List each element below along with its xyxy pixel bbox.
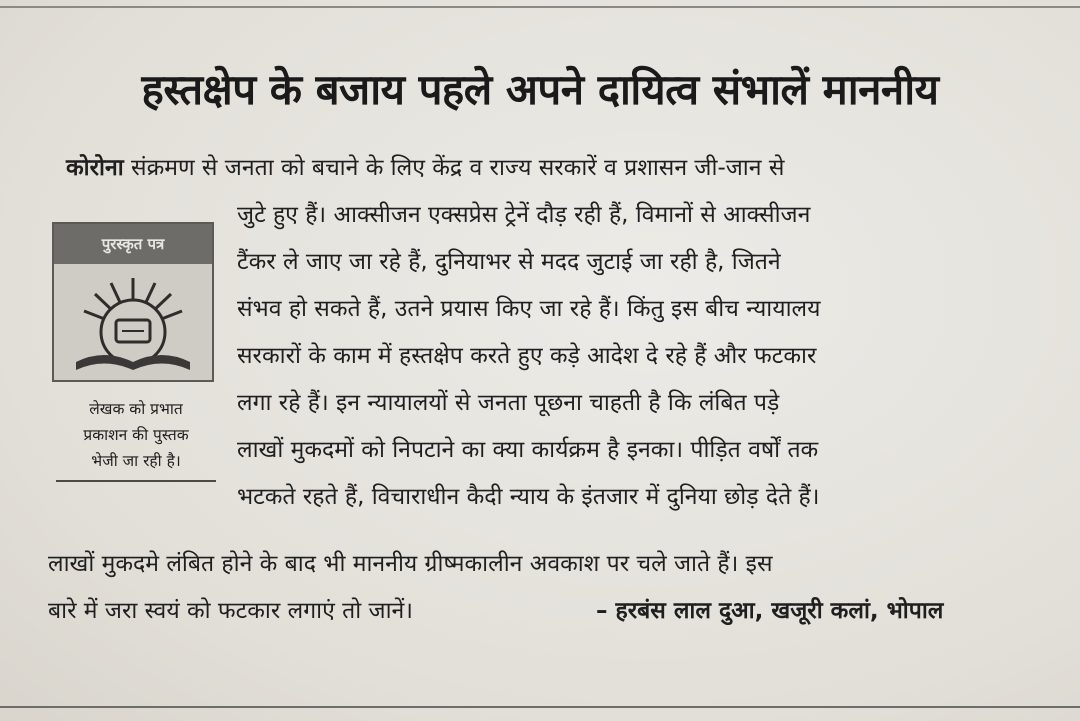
body-line-6: लगा रहे हैं। इन न्यायालयों से जनता पूछना चाहती है कि लंबित पड़े	[237, 390, 780, 416]
badge-caption-line-3: भेजी जा रही है।	[91, 452, 181, 470]
body-line-5: सरकारों के काम में हस्तक्षेप करते हुए कड़े आदेश दे रहे हैं और फटकार	[237, 343, 817, 369]
top-rule	[0, 6, 1080, 8]
bottom-rule	[0, 706, 1080, 708]
body-line-8: भटकते रहते हैं, विचाराधीन कैदी न्याय के इंतजार में दुनिया छोड़ देते हैं।	[237, 484, 820, 510]
body-line-4: संभव हो सकते हैं, उतने प्रयास किए जा रहे हैं। किंतु इस बीच न्यायालय	[237, 296, 821, 322]
body-line-9: लाखों मुकदमे लंबित होने के बाद भी माननीय ग्रीष्मकालीन अवकाश पर चले जाते हैं। इस	[48, 551, 773, 577]
book-with-rising-sun-icon	[54, 264, 212, 380]
headline: हस्तक्षेप के बजाय पहले अपने दायित्व संभालें माननीय	[141, 65, 939, 114]
badge-caption-line-1: लेखक को प्रभात	[89, 400, 183, 418]
lead-word: कोरोना	[66, 155, 124, 181]
body-line-1	[66, 150, 784, 182]
awarded-letter-aside	[52, 222, 220, 482]
caption-rule	[56, 480, 216, 482]
body-line-3: टैंकर ले जाए जा रहे हैं, दुनियाभर से मदद जुटाई जा रही है, जितने	[237, 249, 781, 275]
badge-label: पुरस्कृत पत्र	[54, 224, 212, 264]
badge-caption	[52, 396, 220, 474]
awarded-letter-badge	[52, 222, 214, 382]
body-line-10: बारे में जरा स्वयं को फटकार लगाएं तो जानें।	[48, 598, 414, 624]
body-line-2: जुटे हुए हैं। आक्सीजन एक्सप्रेस ट्रेनें दौड़ रही हैं, विमानों से आक्सीजन	[237, 202, 811, 228]
signature: – हरबंस लाल दुआ, खजूरी कलां, भोपाल	[596, 598, 944, 624]
body-line-1-text: संक्रमण से जनता को बचाने के लिए केंद्र व राज्य सरकारें व प्रशासन जी-जान से	[131, 155, 785, 181]
badge-caption-line-2: प्रकाशन की पुस्तक	[83, 426, 189, 444]
body-line-7: लाखों मुकदमों को निपटाने का क्या कार्यक्रम है इनका। पीड़ित वर्षों तक	[237, 437, 819, 463]
